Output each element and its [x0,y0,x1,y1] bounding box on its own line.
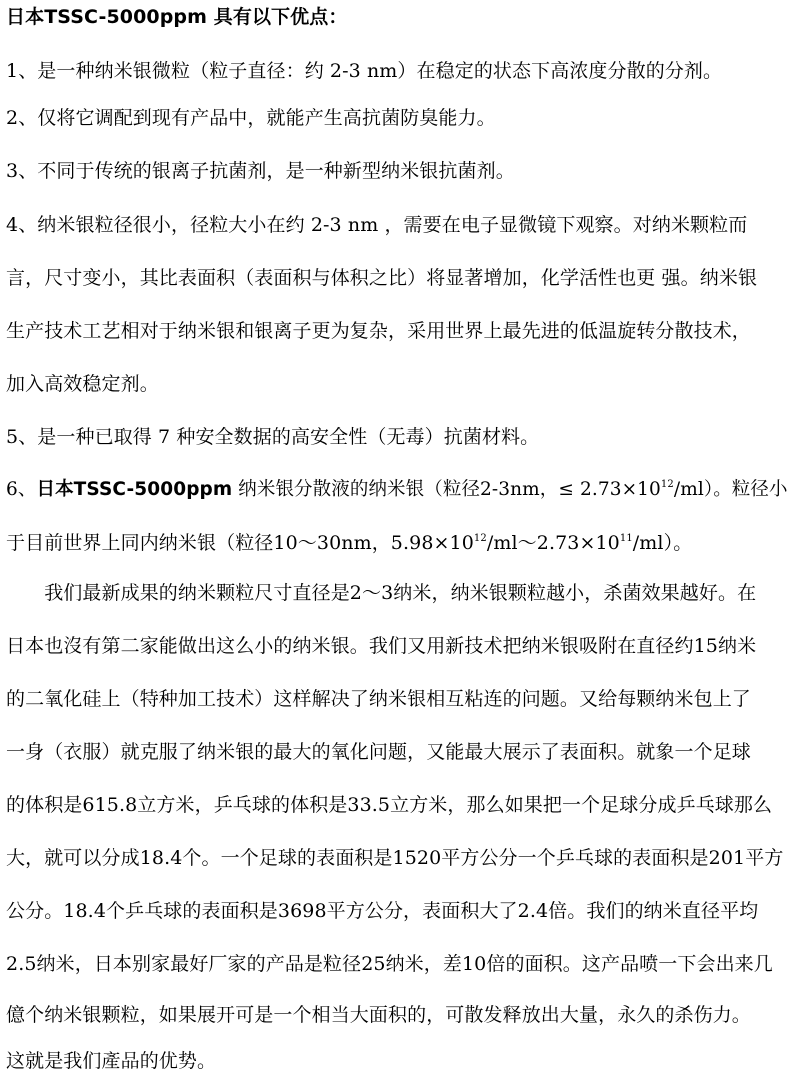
point-6-prefix: 6、 [6,479,37,500]
exponent: 11 [619,533,633,544]
document-title [6,6,790,28]
paragraph-line-6: 大，就可以分成18.4个。一个足球的表面积是1520平方公分一个乒乓球的表面积是201平方 [6,847,784,869]
point-6-text-d: /ml～2.73×10 [486,532,620,554]
point-6-line-2 [6,532,790,554]
paragraph-line-8: 2.5纳米，日本别家最好厂家的产品是粒径25纳米，差10倍的面积。这产品喷一下会出来几 [6,953,773,975]
paragraph-line-7: 公分。18.4个乒乓球的表面积是3698平方公分，表面积大了2.4倍。我们的纳米直径平均 [6,900,759,922]
point-3: 3、不同于传统的银离子抗菌剂，是一种新型纳米银抗菌剂。 [6,160,515,182]
paragraph-line-2: 日本也沒有第二家能做出这么小的纳米银。我们又用新技术把纳米银吸附在直径约15纳米 [6,635,757,657]
point-4-line-4: 加入高效稳定剂。 [6,373,159,395]
paragraph-line-4: 一身（衣服）就克服了纳米银的最大的氧化问题，又能最大展示了表面积。就象一个足球 [6,741,751,763]
paragraph-line-3: 的二氧化硅上（特种加工技术）这样解决了纳米银相互粘连的问题。又给每颗纳米包上了 [6,688,751,710]
point-1: 1、是一种纳米银微粒（粒子直径：约 2-3 nm）在稳定的状态下高浓度分散的分剂。 [6,60,723,82]
exponent: 12 [660,479,674,490]
point-4-line-1: 4、纳米银粒径很小，径粒大小在约 2-3 nm ，需要在电子显微镜下观察。对纳米颗粒而 [6,214,748,236]
point-2: 2、仅将它调配到现有产品中，就能产生高抗菌防臭能力。 [6,107,496,129]
point-6-product: 日本TSSC-5000ppm [36,479,233,500]
paragraph-line-9: 億个纳米银颗粒，如果展开可是一个相当大面积的，可散发释放出大量，永久的杀伤力。 [6,1004,751,1026]
point-6-text-a: 纳米银分散液的纳米银（粒径2-3nm，≤ 2.73×10 [232,479,661,500]
point-4-line-2: 言，尺寸变小，其比表面积（表面积与体积之比）将显著增加，化学活性也更 强。纳米银 [6,267,758,289]
point-6-text-c: 于目前世界上同内纳米银（粒径10～30nm，5.98×10 [6,532,474,554]
paragraph-line-1: 我们最新成果的纳米颗粒尺寸直径是2～3纳米，纳米银颗粒越小，杀菌效果越好。在 [6,582,757,604]
point-4-line-3: 生产技术工艺相对于纳米银和银离子更为复杂，采用世界上最先进的低温旋转分散技术， [6,320,751,342]
point-6-text-b: /ml）。粒径小 [673,479,788,500]
point-6-text-e: /ml）。 [632,532,693,554]
point-6-line-1 [6,479,790,501]
product-name: 日本TSSC-5000ppm [6,6,208,28]
paragraph-line-10: 这就是我们產品的优势。 [6,1050,217,1072]
paragraph-line-5: 的体积是615.8立方米，乒乓球的体积是33.5立方米，那么如果把一个足球分成乒乓球那么 [6,794,773,816]
title-rest: 具有以下优点： [207,6,348,28]
point-5: 5、是一种已取得 7 种安全数据的高安全性（无毒）抗菌材料。 [6,426,540,448]
exponent: 12 [473,533,487,544]
